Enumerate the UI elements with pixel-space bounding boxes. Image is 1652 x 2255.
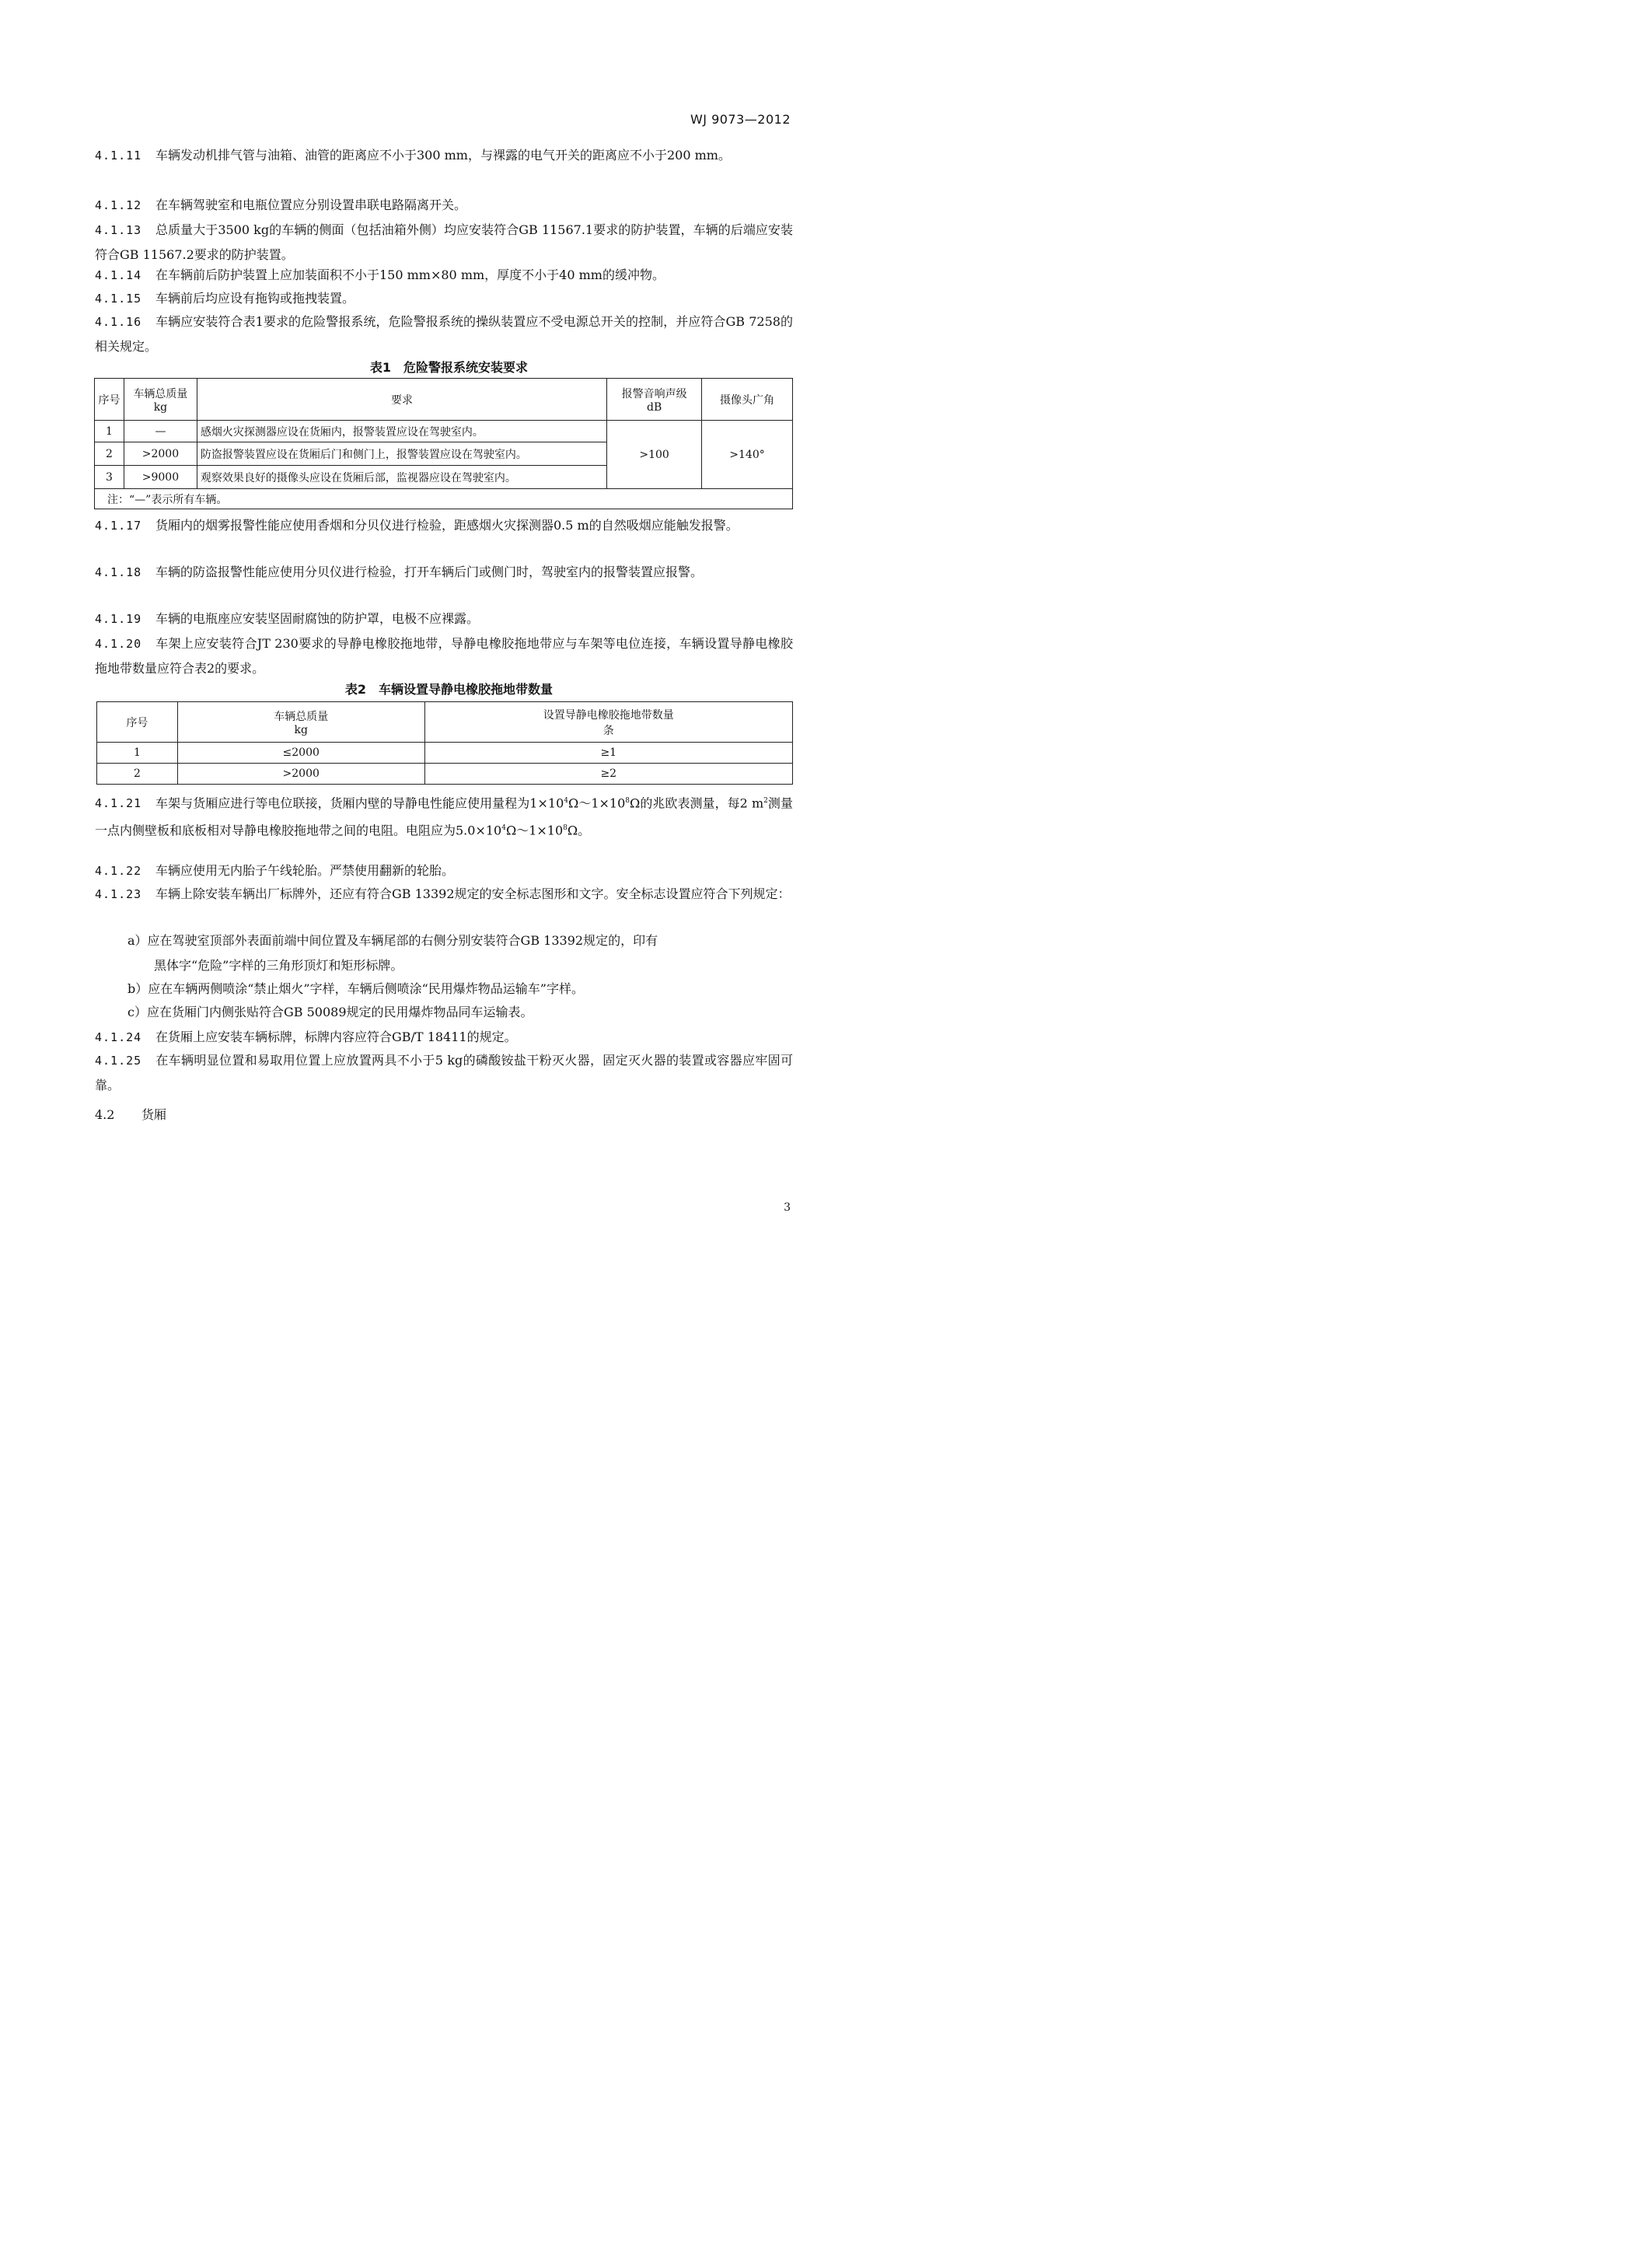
t1-angle-value: >140° (702, 421, 793, 489)
clause-4-1-21: 4.1.21 车架与货厢应进行等电位联接，货厢内壁的导静电性能应使用量程为$1\times 10^4\Omega\sim 1\times 10^8\Omega$的兆欧表测量，每2 $m^2$测量一点内侧壁板和底板相对导静电橡胶拖地带之间的电阻。电阻应为$5.0\times 10^4\Omega\sim 1\times 10^8\Omega$。 (95, 795, 793, 838)
clause-4-1-22: 4.1.22 车辆应使用无内胎子午线轮胎。严禁使用翻新的轮胎。 (95, 863, 455, 878)
clause-4-1-11: 4.1.11 车辆发动机排气管与油箱、油管的距离应不小于300 mm，与裸露的电气开关的距离应不小于200 mm。 (95, 148, 731, 163)
table-row: 1 — 感烟火灾探测器应设在货厢内，报警装置应设在驾驶室内。 >100 >140° (95, 421, 793, 442)
clause-4-1-25: 4.1.25 在车辆明显位置和易取用位置上应放置两具不小于5 kg的磷酸铵盐干粉灭火器，固定灭火器的装置或容器应牢固可靠。 (95, 1053, 793, 1093)
clause-4-1-15: 4.1.15 车辆前后均应设有拖钩或拖拽装置。 (95, 291, 355, 306)
table-row: 1 ≤2000 ≥1 (97, 743, 793, 764)
t2-header-seq: 序号 (97, 702, 178, 743)
clause-4-1-17: 4.1.17 货厢内的烟雾报警性能应使用香烟和分贝仪进行检验，距感烟火灾探测器0.5 m的自然吸烟应能触发报警。 (95, 518, 739, 533)
document-code: WJ 9073—2012 (690, 112, 791, 127)
clause-4-1-13: 4.1.13 总质量大于3500 kg的车辆的侧面（包括油箱外侧）均应安装符合GB 11567.1要求的防护装置，车辆的后端应安装符合GB 11567.2要求的防护装置。 (95, 222, 793, 262)
table1-alarm-requirements (94, 378, 793, 509)
table-row: 2 >2000 防盗报警装置应设在货厢后门和侧门上，报警装置应设在驾驶室内。 (95, 442, 793, 466)
t1-header-mass: 车辆总质量 kg (124, 379, 197, 421)
document-page (0, 0, 898, 1241)
clause-4-1-19: 4.1.19 车辆的电瓶座应安装坚固耐腐蚀的防护罩，电极不应裸露。 (95, 611, 480, 626)
page-number: 3 (784, 1201, 791, 1214)
clause-4-1-24: 4.1.24 在货厢上应安装车辆标牌，标牌内容应符合GB/T 18411的规定。 (95, 1030, 517, 1044)
table2-caption: 表2 车辆设置导静电橡胶拖地带数量 (344, 682, 554, 697)
table-row: 3 >9000 观察效果良好的摄像头应设在货厢后部，监视器应设在驾驶室内。 (95, 466, 793, 489)
t1-note: 注：“—”表示所有车辆。 (95, 489, 793, 509)
list-item-b: b）应在车辆两侧喷涂“禁止烟火”字样，车辆后侧喷涂“民用爆炸物品运输车”字样。 (127, 981, 584, 996)
table1-caption: 表1 危险警报系统安装要求 (369, 360, 529, 375)
t2-header-count: 设置导静电橡胶拖地带数量 条 (424, 702, 792, 743)
clause-4-1-16: 4.1.16 车辆应安装符合表1要求的危险警报系统，危险警报系统的操纵装置应不受电源总开关的控制，并应符合GB 7258的相关规定。 (95, 314, 793, 354)
t2-header-mass: 车辆总质量 kg (177, 702, 424, 743)
t1-header-db: 报警音响声级 dB (607, 379, 702, 421)
clause-4-1-14: 4.1.14 在车辆前后防护装置上应加装面积不小于150 mm×80 mm，厚度不小于40 mm的缓冲物。 (95, 267, 665, 282)
clause-4-1-23: 4.1.23 车辆上除安装车辆出厂标牌外，还应有符合GB 13392规定的安全标志图形和文字。安全标志设置应符合下列规定： (95, 886, 791, 901)
clause-4-1-20: 4.1.20 车架上应安装符合JT 230要求的导静电橡胶拖地带，导静电橡胶拖地带应与车架等电位连接，车辆设置导静电橡胶拖地带数量应符合表2的要求。 (95, 636, 793, 676)
t1-db-value: >100 (607, 421, 702, 489)
clause-4-1-12: 4.1.12 在车辆驾驶室和电瓶位置应分别设置串联电路隔离开关。 (95, 198, 467, 212)
table2-ground-straps (96, 701, 793, 785)
t1-header-angle: 摄像头广角 (702, 379, 793, 421)
t1-header-seq: 序号 (95, 379, 124, 421)
table-row: 2 >2000 ≥2 (97, 764, 793, 785)
list-item-a: a）应在驾驶室顶部外表面前端中间位置及车辆尾部的右侧分别安装符合GB 13392规定的，印有 黑体字“危险”字样的三角形顶灯和矩形标牌。 (127, 933, 658, 973)
clause-4-1-18: 4.1.18 车辆的防盗报警性能应使用分贝仪进行检验，打开车辆后门或侧门时，驾驶室内的报警装置应报警。 (95, 565, 704, 579)
section-heading-4-2: 4.2 货厢 (95, 1107, 167, 1122)
t1-header-requirement: 要求 (197, 379, 606, 421)
list-item-c: c）应在货厢门内侧张贴符合GB 50089规定的民用爆炸物品同车运输表。 (127, 1005, 533, 1019)
